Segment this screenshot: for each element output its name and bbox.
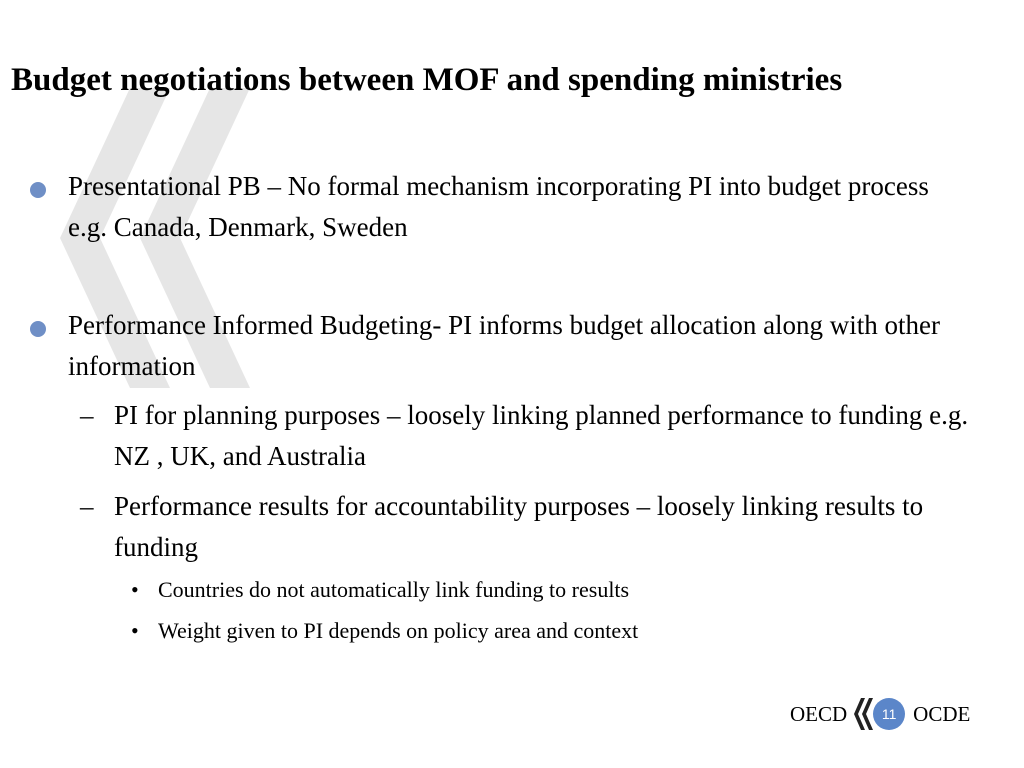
- dash-marker: –: [80, 491, 94, 521]
- sub-sub-bullet-text: Weight given to PI depends on policy area and context: [158, 618, 639, 643]
- bullet-dot-icon: [30, 182, 46, 198]
- bullet-dot-icon: [30, 321, 46, 337]
- sub-sub-bullet-weight: [131, 616, 978, 646]
- brand-oecd: OECD: [790, 701, 848, 726]
- sub-bullet-planning: [80, 395, 994, 477]
- bullet-performance-informed: [68, 305, 968, 387]
- small-bullet-marker: •: [131, 577, 139, 602]
- page-number-badge: 11: [873, 698, 905, 730]
- sub-bullet-text: Performance results for accountability purposes – loosely linking results to funding: [114, 491, 924, 562]
- sub-sub-bullet-text: Countries do not automatically link funding to results: [158, 577, 630, 602]
- slide-title: Budget negotiations between MOF and spending ministries: [11, 62, 843, 98]
- sub-bullet-text: PI for planning purposes – loosely linking planned performance to funding e.g. NZ , UK, and Australia: [114, 400, 969, 471]
- small-bullet-marker: •: [131, 618, 139, 643]
- bullet-presentational-pb: [68, 166, 968, 248]
- sub-bullet-accountability: [80, 486, 994, 568]
- bullet-text: Performance Informed Budgeting- PI informs budget allocation along with other information: [68, 310, 941, 381]
- oecd-footer-logo: [790, 696, 970, 732]
- sub-sub-bullet-no-auto-link: [131, 575, 978, 605]
- bullet-text: Presentational PB – No formal mechanism incorporating PI into budget process e.g. Canada, Denmark, Sweden: [68, 171, 929, 242]
- brand-ocde: OCDE: [913, 701, 971, 726]
- dash-marker: –: [80, 400, 94, 430]
